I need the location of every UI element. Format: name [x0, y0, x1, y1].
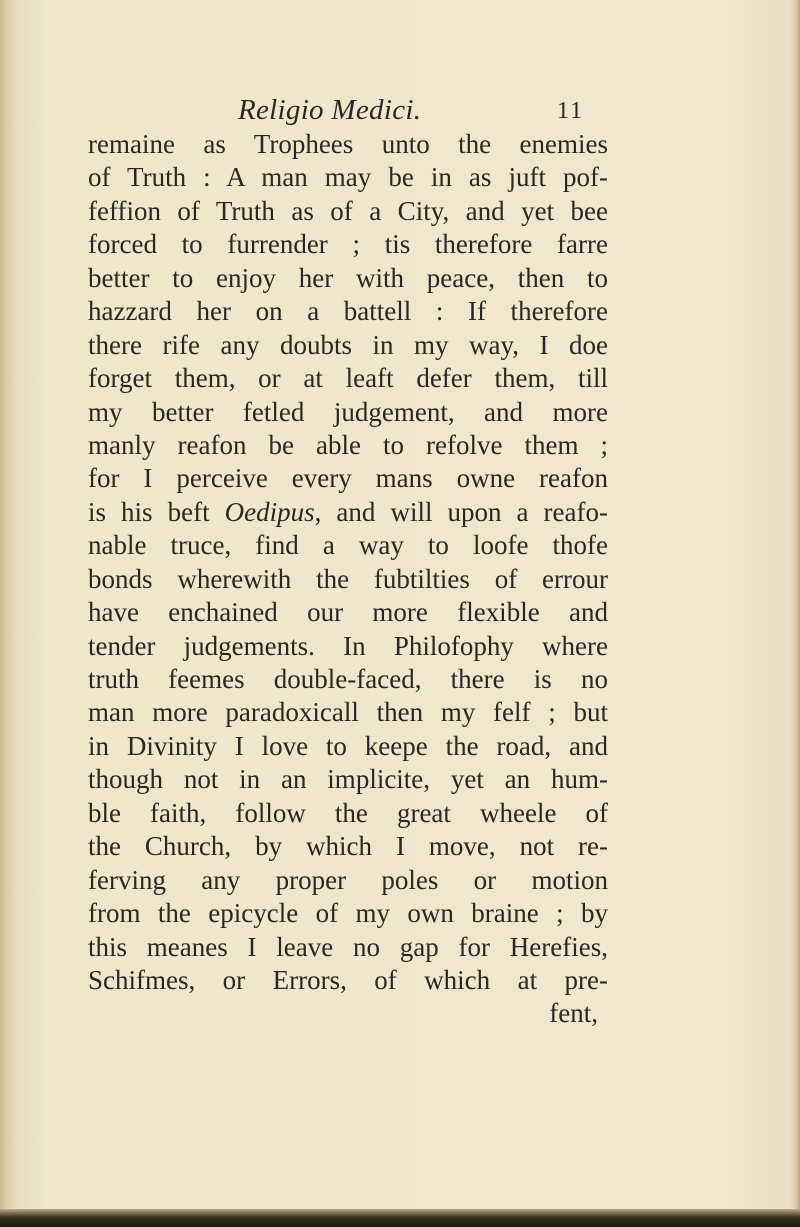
text-line: the Church, by which I move, not re- — [88, 831, 608, 862]
text-segment: , and will upon a reafo- — [314, 496, 608, 527]
page-header — [0, 94, 800, 128]
catchword: fent, — [549, 998, 598, 1029]
text-segment: is his beft — [88, 496, 210, 527]
text-line: forget them, or at leaft defer them, till — [88, 363, 608, 394]
text-line: my better fetled judgement, and more — [88, 396, 608, 427]
text-line: ferving any proper poles or motion — [88, 864, 608, 895]
text-line: manly reafon be able to refolve them ; — [88, 429, 608, 460]
text-line: ble faith, follow the great wheele of — [88, 797, 608, 828]
text-line: in Divinity I love to keepe the road, and — [88, 730, 608, 761]
page-gutter-shadow — [0, 0, 14, 1227]
body-text — [88, 128, 608, 1031]
text-line: nable truce, find a way to loofe thofe — [88, 530, 608, 561]
text-line: truth feemes double-faced, there is no — [88, 664, 608, 694]
text-line: from the epicycle of my own braine ; by — [88, 898, 608, 929]
text-line: there rife any doubts in my way, I doe — [88, 329, 608, 360]
text-line: man more paradoxicall then my felf ; but — [88, 697, 608, 728]
text-line: hazzard her on a battell : If therefore — [88, 296, 608, 327]
text-line: of Truth : A man may be in as juft pof- — [88, 162, 608, 193]
page-edge-shadow — [790, 0, 800, 1227]
text-line: better to enjoy her with peace, then to — [88, 262, 608, 293]
text-line: bonds wherewith the fubtilties of errour — [88, 563, 608, 594]
text-line: forced to furrender ; tis therefore farre — [88, 229, 608, 260]
text-line: this meanes I leave no gap for Herefies, — [88, 931, 608, 962]
text-line: Schifmes, or Errors, of which at pre- — [88, 964, 608, 995]
page-number: 11 — [557, 98, 585, 124]
text-line: have enchained our more flexible and — [88, 597, 608, 628]
text-line: for I perceive every mans owne reafon — [88, 463, 608, 494]
text-line: remaine as Trophees unto the enemies — [88, 129, 608, 159]
text-line: tender judgements. In Philofophy where — [88, 630, 608, 661]
text-line: though not in an implicite, yet an hum- — [88, 764, 608, 795]
text-line-oedipus — [88, 496, 608, 529]
text-line: feffion of Truth as of a City, and yet bee — [88, 195, 608, 226]
italic-oedipus: Oedipus — [224, 496, 315, 527]
running-head: Religio Medici. — [238, 94, 422, 126]
page-bottom-edge — [0, 1209, 800, 1227]
